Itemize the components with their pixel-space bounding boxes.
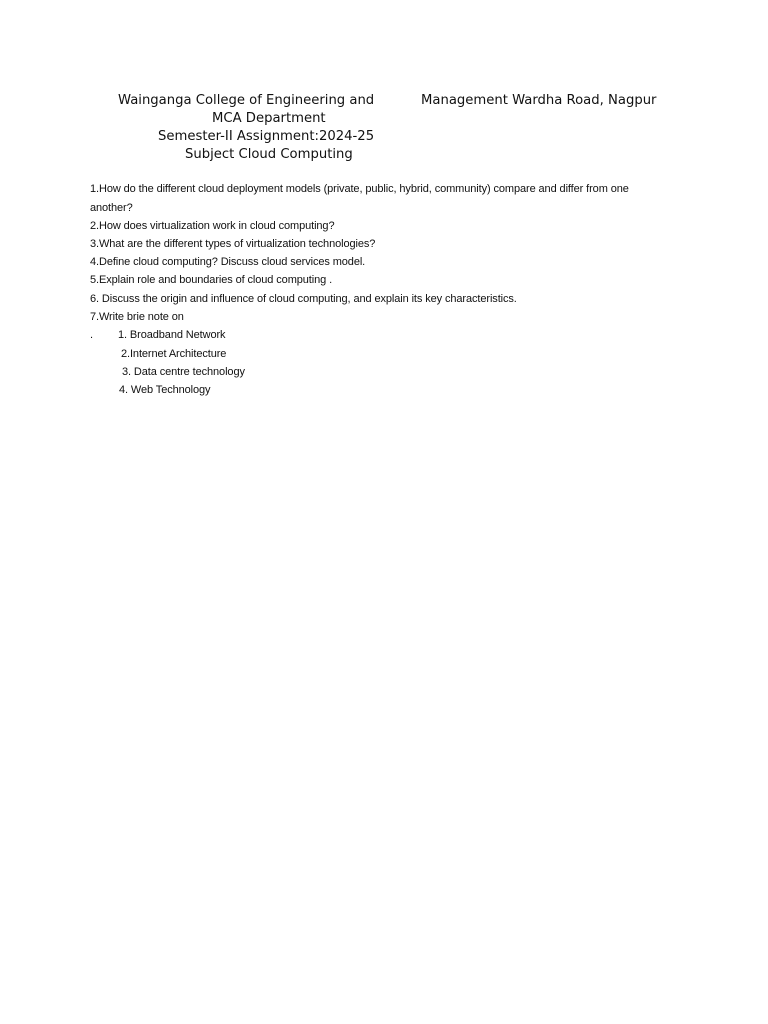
- question-1-continued: another?: [90, 202, 133, 214]
- question-4: 4.Define cloud computing? Discuss cloud services model.: [90, 256, 366, 268]
- question-1: 1.How do the different cloud deployment models (private, public, hybrid, community) compare and differ from one: [90, 183, 629, 195]
- question-7: 7.Write brie note on: [90, 311, 184, 323]
- list-item: 1. Broadband Network: [118, 329, 226, 341]
- list-item: 4. Web Technology: [119, 384, 211, 396]
- question-3: 3.What are the different types of virtualization technologies?: [90, 238, 376, 250]
- list-item: 3. Data centre technology: [122, 366, 245, 378]
- college-name-left: Wainganga College of Engineering and: [118, 93, 375, 108]
- list-item: 2.Internet Architecture: [121, 348, 227, 360]
- subject-title: Subject Cloud Computing: [185, 147, 353, 162]
- question-6: 6. Discuss the origin and influence of cloud computing, and explain its key characteristics.: [90, 293, 517, 305]
- list-marker: .: [90, 329, 93, 341]
- assignment-title: Semester-II Assignment:2024-25: [158, 129, 375, 144]
- college-name-right: Management Wardha Road, Nagpur: [421, 93, 657, 108]
- question-5: 5.Explain role and boundaries of cloud computing .: [90, 274, 333, 286]
- question-2: 2.How does virtualization work in cloud computing?: [90, 220, 335, 232]
- department-title: MCA Department: [212, 111, 326, 126]
